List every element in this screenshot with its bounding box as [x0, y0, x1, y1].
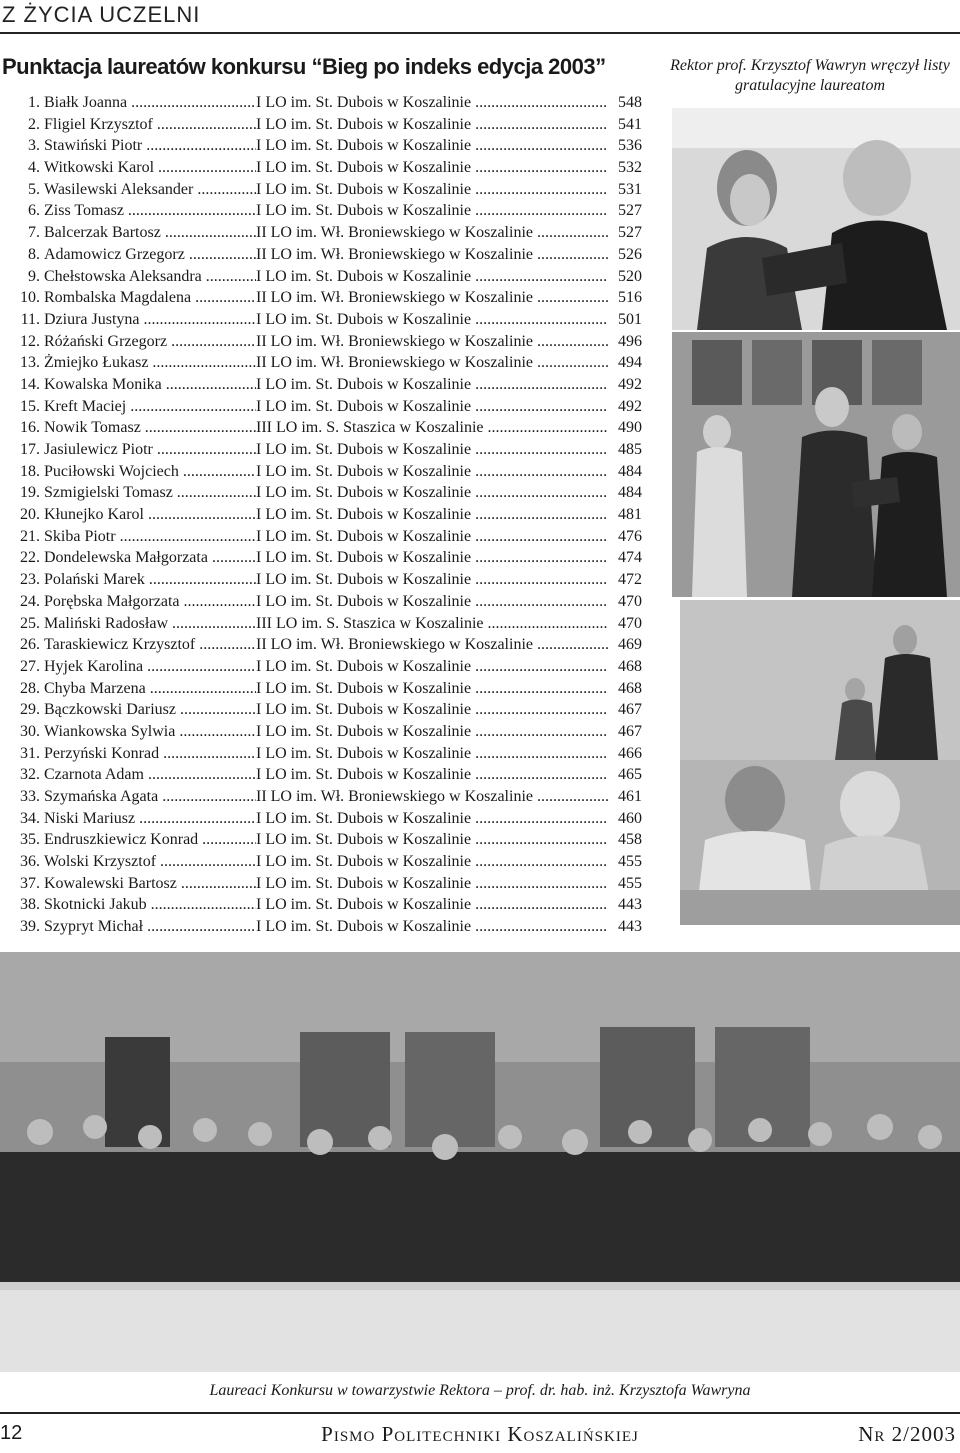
laureate-row [0, 417, 645, 439]
laureate-row [0, 287, 645, 309]
score-value: 455 [608, 873, 642, 895]
laureate-name: Skiba Piotr ..... [44, 526, 256, 548]
score-value: 492 [608, 374, 642, 396]
top-divider [0, 32, 960, 34]
page-number: 12 [0, 1422, 23, 1444]
photo-rector-with-laureate [672, 108, 960, 330]
laureate-name: Białk Joanna ..... [44, 92, 256, 114]
laureate-row [0, 591, 645, 613]
laureate-row [0, 266, 645, 288]
score-value: 458 [608, 829, 642, 851]
laureate-row [0, 786, 645, 808]
rank-number: 18. [20, 462, 40, 480]
school-name: I LO im. St. Dubois w Koszalinie ..... [256, 157, 608, 179]
laureate-row [0, 656, 645, 678]
score-value: 465 [608, 764, 642, 786]
rank-number: 4. [28, 159, 40, 177]
laureate-row [0, 352, 645, 374]
laureate-row [0, 808, 645, 830]
score-value: 484 [608, 461, 642, 483]
laureate-name: Chyba Marzena ..... [44, 678, 256, 700]
school-name: I LO im. St. Dubois w Koszalinie ..... [256, 374, 608, 396]
school-name: I LO im. St. Dubois w Koszalinie ..... [256, 179, 608, 201]
laureate-row [0, 764, 645, 786]
laureate-row [0, 678, 645, 700]
score-value: 443 [608, 916, 642, 938]
school-name: I LO im. St. Dubois w Koszalinie ..... [256, 743, 608, 765]
school-name: I LO im. St. Dubois w Koszalinie ..... [256, 916, 608, 938]
laureate-name: Kowalska Monika ..... [44, 374, 256, 396]
photo-caption-award: Rektor prof. Krzysztof Wawryn wręczył listy gratulacyjne laureatom [670, 57, 950, 94]
score-value: 468 [608, 656, 642, 678]
laureate-name: Szypryt Michał ..... [44, 916, 256, 938]
laureate-name: Puciłowski Wojciech ..... [44, 461, 256, 483]
issue-number: Nr 2/2003 [858, 1422, 956, 1446]
laureates-list [0, 92, 645, 938]
rank-number: 2. [28, 115, 40, 133]
score-value: 532 [608, 157, 642, 179]
rank-number: 20. [20, 506, 40, 524]
score-value: 496 [608, 331, 642, 353]
laureate-row [0, 547, 645, 569]
school-name: I LO im. St. Dubois w Koszalinie ..... [256, 461, 608, 483]
school-name: II LO im. Wł. Broniewskiego w Koszalinie ..... [256, 634, 608, 656]
school-name: I LO im. St. Dubois w Koszalinie ..... [256, 526, 608, 548]
school-name: I LO im. St. Dubois w Koszalinie ..... [256, 439, 608, 461]
laureate-name: Szmigielski Tomasz ..... [44, 482, 256, 504]
school-name: I LO im. St. Dubois w Koszalinie ..... [256, 699, 608, 721]
school-name: I LO im. St. Dubois w Koszalinie ..... [256, 547, 608, 569]
rank-number: 8. [28, 245, 40, 263]
laureate-name: Balcerzak Bartosz ..... [44, 222, 256, 244]
laureate-row [0, 482, 645, 504]
laureate-row [0, 916, 645, 938]
rank-number: 36. [20, 853, 40, 871]
school-name: I LO im. St. Dubois w Koszalinie ..... [256, 200, 608, 222]
photo-rector-with-student [672, 332, 960, 597]
laureate-row [0, 634, 645, 656]
rank-number: 37. [20, 874, 40, 892]
score-value: 492 [608, 396, 642, 418]
laureate-row [0, 461, 645, 483]
laureate-name: Taraskiewicz Krzysztof ..... [44, 634, 256, 656]
section-label: Z ŻYCIA UCZELNI [2, 2, 201, 27]
photo-seated-guests [680, 600, 960, 925]
laureate-row [0, 894, 645, 916]
rank-number: 30. [20, 722, 40, 740]
school-name: I LO im. St. Dubois w Koszalinie ..... [256, 92, 608, 114]
laureate-row [0, 331, 645, 353]
score-value: 531 [608, 179, 642, 201]
score-value: 548 [608, 92, 642, 114]
rank-number: 6. [28, 202, 40, 220]
rank-number: 21. [20, 527, 40, 545]
rank-number: 25. [20, 614, 40, 632]
rank-number: 16. [20, 419, 40, 437]
school-name: I LO im. St. Dubois w Koszalinie ..... [256, 114, 608, 136]
laureate-row [0, 829, 645, 851]
score-value: 470 [608, 591, 642, 613]
score-value: 490 [608, 417, 642, 439]
score-value: 536 [608, 135, 642, 157]
school-name: I LO im. St. Dubois w Koszalinie ..... [256, 309, 608, 331]
laureate-name: Kreft Maciej ..... [44, 396, 256, 418]
rank-number: 7. [28, 224, 40, 242]
laureate-row [0, 504, 645, 526]
score-value: 520 [608, 266, 642, 288]
rank-number: 27. [20, 657, 40, 675]
laureate-row [0, 222, 645, 244]
rank-number: 29. [20, 701, 40, 719]
school-name: I LO im. St. Dubois w Koszalinie ..... [256, 591, 608, 613]
rank-number: 38. [20, 896, 40, 914]
laureate-row [0, 92, 645, 114]
laureate-row [0, 569, 645, 591]
school-name: I LO im. St. Dubois w Koszalinie ..... [256, 851, 608, 873]
laureate-name: Endruszkiewicz Konrad ..... [44, 829, 256, 851]
school-name: I LO im. St. Dubois w Koszalinie ..... [256, 266, 608, 288]
score-value: 469 [608, 634, 642, 656]
rank-number: 13. [20, 354, 40, 372]
score-value: 485 [608, 439, 642, 461]
school-name: I LO im. St. Dubois w Koszalinie ..... [256, 504, 608, 526]
rank-number: 26. [20, 636, 40, 654]
laureate-row [0, 200, 645, 222]
school-name: I LO im. St. Dubois w Koszalinie ..... [256, 764, 608, 786]
score-value: 468 [608, 678, 642, 700]
rank-number: 22. [20, 549, 40, 567]
rank-number: 1. [28, 94, 40, 111]
laureate-name: Szymańska Agata ..... [44, 786, 256, 808]
laureate-row [0, 526, 645, 548]
school-name: II LO im. Wł. Broniewskiego w Koszalinie ..... [256, 222, 608, 244]
bottom-divider [0, 1412, 960, 1414]
laureate-name: Dondelewska Małgorzata ..... [44, 547, 256, 569]
school-name: I LO im. St. Dubois w Koszalinie ..... [256, 678, 608, 700]
score-value: 476 [608, 526, 642, 548]
rank-number: 17. [20, 441, 40, 458]
laureate-name: Wolski Krzysztof ..... [44, 851, 256, 873]
score-value: 527 [608, 222, 642, 244]
school-name: II LO im. Wł. Broniewskiego w Koszalinie ..... [256, 331, 608, 353]
laureate-row [0, 439, 645, 461]
score-value: 472 [608, 569, 642, 591]
laureate-name: Kowalewski Bartosz ..... [44, 873, 256, 895]
school-name: II LO im. Wł. Broniewskiego w Koszalinie ..... [256, 287, 608, 309]
score-value: 443 [608, 894, 642, 916]
score-value: 467 [608, 699, 642, 721]
school-name: II LO im. Wł. Broniewskiego w Koszalinie ..... [256, 244, 608, 266]
school-name: III LO im. S. Staszica w Koszalinie ..... [256, 613, 608, 635]
school-name: I LO im. St. Dubois w Koszalinie ..... [256, 396, 608, 418]
article-headline: Punktacja laureatów konkursu “Bieg po indeks edycja 2003” [2, 54, 606, 79]
rank-number: 9. [28, 267, 40, 285]
laureate-row [0, 179, 645, 201]
laureate-name: Ziss Tomasz ..... [44, 200, 256, 222]
rank-number: 11. [20, 310, 40, 328]
laureate-row [0, 721, 645, 743]
laureate-row [0, 873, 645, 895]
school-name: I LO im. St. Dubois w Koszalinie ..... [256, 894, 608, 916]
rank-number: 19. [20, 484, 40, 502]
laureate-row [0, 157, 645, 179]
laureate-row [0, 613, 645, 635]
photo-group-laureates [0, 952, 960, 1372]
rank-number: 23. [20, 571, 40, 589]
school-name: III LO im. S. Staszica w Koszalinie ..... [256, 417, 608, 439]
score-value: 470 [608, 613, 642, 635]
school-name: I LO im. St. Dubois w Koszalinie ..... [256, 721, 608, 743]
score-value: 466 [608, 743, 642, 765]
school-name: I LO im. St. Dubois w Koszalinie ..... [256, 656, 608, 678]
laureate-row [0, 743, 645, 765]
rank-number: 35. [20, 831, 40, 849]
laureate-name: Rombalska Magdalena ..... [44, 287, 256, 309]
rank-number: 31. [20, 744, 40, 762]
laureate-name: Różański Grzegorz ..... [44, 331, 256, 353]
rank-number: 15. [20, 397, 40, 415]
school-name: I LO im. St. Dubois w Koszalinie ..... [256, 482, 608, 504]
laureate-row [0, 699, 645, 721]
journal-title: Pismo Politechniki Koszalińskiej [321, 1422, 639, 1446]
laureate-row [0, 135, 645, 157]
laureate-name: Jasiulewicz Piotr ..... [44, 439, 256, 461]
photo-caption-group: Laureaci Konkursu w towarzystwie Rektora – prof. dr. hab. inż. Krzysztofa Wawryna [209, 1382, 751, 1399]
laureate-name: Niski Mariusz ..... [44, 808, 256, 830]
score-value: 501 [608, 309, 642, 331]
school-name: I LO im. St. Dubois w Koszalinie ..... [256, 873, 608, 895]
laureate-name: Witkowski Karol ..... [44, 157, 256, 179]
laureate-row [0, 309, 645, 331]
laureate-row [0, 851, 645, 873]
school-name: II LO im. Wł. Broniewskiego w Koszalinie ..... [256, 352, 608, 374]
laureate-row [0, 396, 645, 418]
rank-number: 3. [28, 137, 40, 155]
rank-number: 28. [20, 679, 40, 697]
rank-number: 34. [20, 809, 40, 827]
score-value: 481 [608, 504, 642, 526]
score-value: 516 [608, 287, 642, 309]
laureate-name: Fligiel Krzysztof ..... [44, 114, 256, 136]
score-value: 541 [608, 114, 642, 136]
laureate-name: Maliński Radosław ..... [44, 613, 256, 635]
rank-number: 14. [20, 375, 40, 393]
rank-number: 24. [20, 592, 40, 610]
laureate-name: Stawiński Piotr ..... [44, 135, 256, 157]
rank-number: 32. [20, 766, 40, 784]
score-value: 494 [608, 352, 642, 374]
rank-number: 33. [20, 788, 40, 805]
laureate-row [0, 114, 645, 136]
laureate-name: Czarnota Adam ..... [44, 764, 256, 786]
rank-number: 39. [20, 918, 40, 936]
laureate-name: Dziura Justyna ..... [44, 309, 256, 331]
laureate-name: Wasilewski Aleksander ..... [44, 179, 256, 201]
laureate-name: Bączkowski Dariusz ..... [44, 699, 256, 721]
school-name: II LO im. Wł. Broniewskiego w Koszalinie ..... [256, 786, 608, 808]
laureate-name: Skotnicki Jakub ..... [44, 894, 256, 916]
score-value: 526 [608, 244, 642, 266]
laureate-row [0, 374, 645, 396]
school-name: I LO im. St. Dubois w Koszalinie ..... [256, 808, 608, 830]
score-value: 484 [608, 482, 642, 504]
score-value: 455 [608, 851, 642, 873]
score-value: 474 [608, 547, 642, 569]
rank-number: 12. [20, 332, 40, 350]
school-name: I LO im. St. Dubois w Koszalinie ..... [256, 135, 608, 157]
laureate-name: Hyjek Karolina ..... [44, 656, 256, 678]
laureate-name: Porębska Małgorzata ..... [44, 591, 256, 613]
laureate-name: Kłunejko Karol ..... [44, 504, 256, 526]
rank-number: 5. [28, 180, 40, 198]
rank-number: 10. [20, 289, 40, 307]
score-value: 467 [608, 721, 642, 743]
score-value: 461 [608, 786, 642, 808]
laureate-row [0, 244, 645, 266]
laureate-name: Polański Marek ..... [44, 569, 256, 591]
laureate-name: Perzyński Konrad ..... [44, 743, 256, 765]
score-value: 527 [608, 200, 642, 222]
laureate-name: Chełstowska Aleksandra ..... [44, 266, 256, 288]
laureate-name: Wiankowska Sylwia ..... [44, 721, 256, 743]
laureate-name: Nowik Tomasz ..... [44, 417, 256, 439]
school-name: I LO im. St. Dubois w Koszalinie ..... [256, 569, 608, 591]
school-name: I LO im. St. Dubois w Koszalinie ..... [256, 829, 608, 851]
laureate-name: Adamowicz Grzegorz ..... [44, 244, 256, 266]
score-value: 460 [608, 808, 642, 830]
laureate-name: Żmiejko Łukasz ..... [44, 352, 256, 374]
